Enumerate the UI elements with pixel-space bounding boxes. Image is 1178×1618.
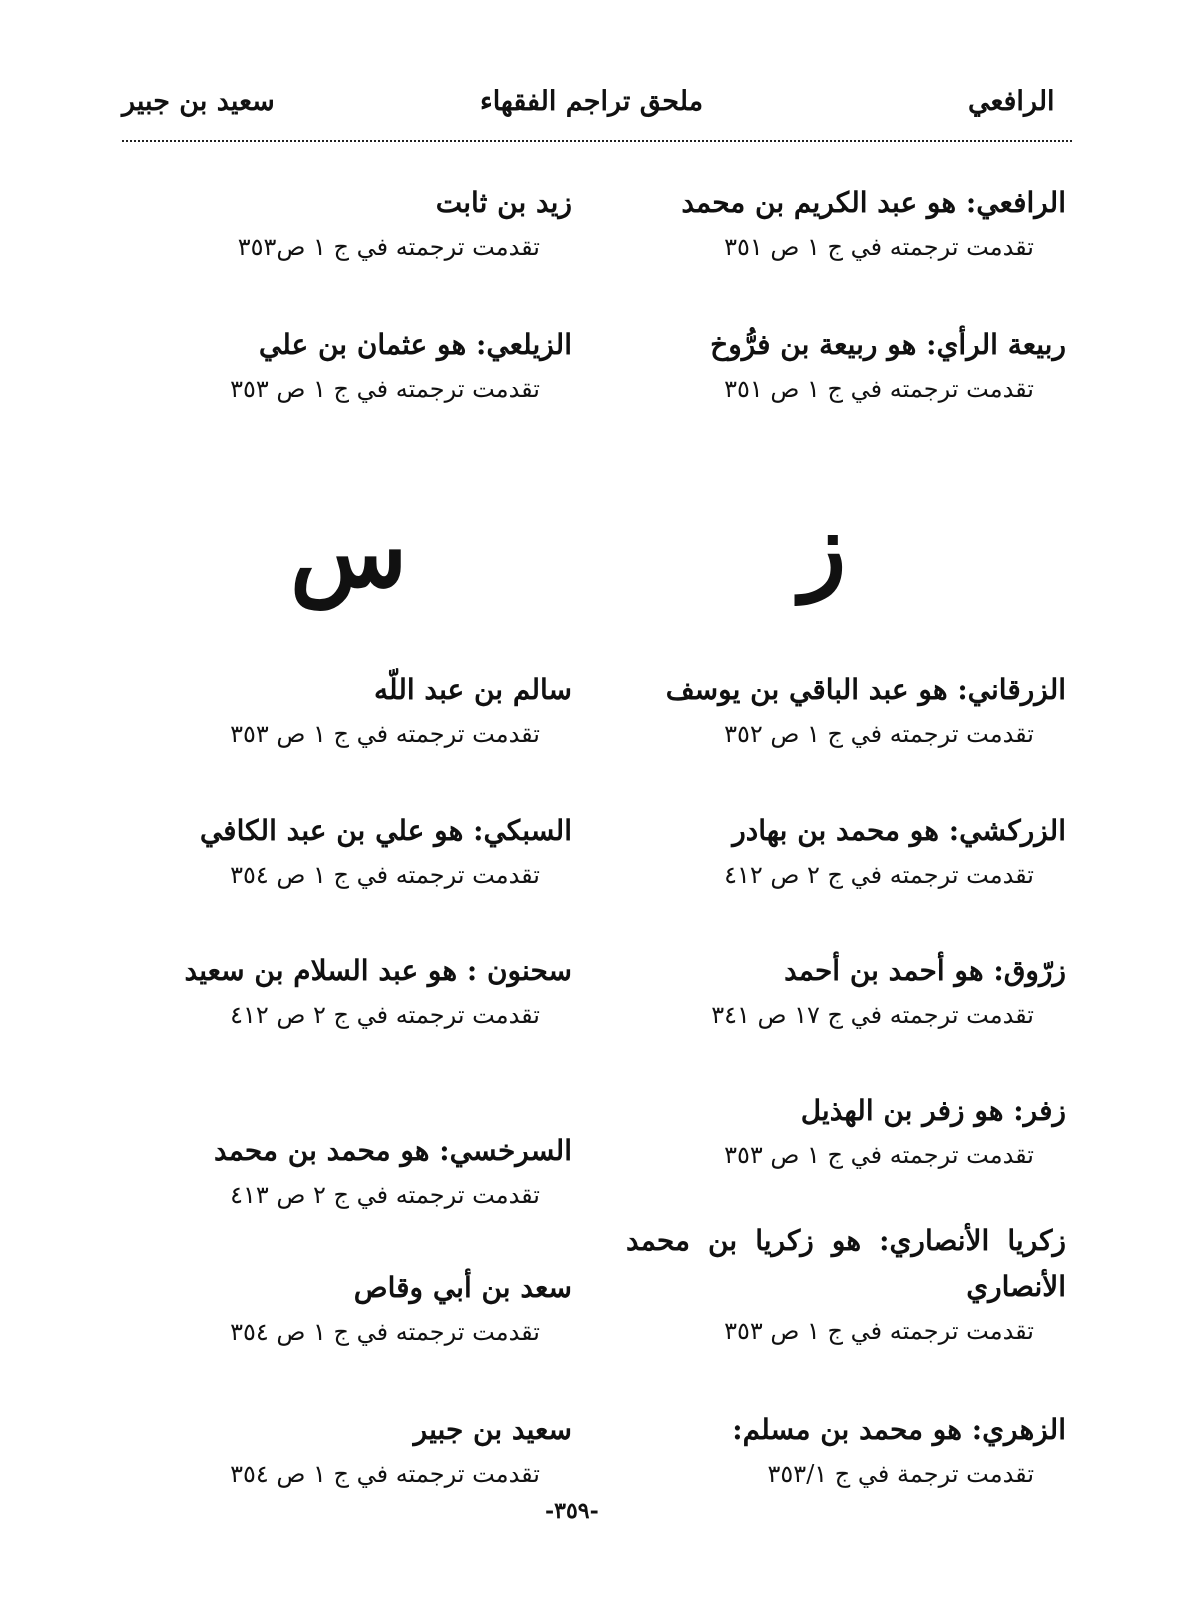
entry-name: السرخسي: هو محمد بن محمد [214,1134,572,1167]
entry-right-4 [596,808,1066,896]
entry-reference: تقدمت ترجمته في ج ١ ص ٣٥٤ [230,861,540,889]
entry-right-2 [596,322,1066,410]
entry-left-1 [122,180,572,268]
entry-reference: تقدمت ترجمته في ج ١ ص ٣٥٢ [724,720,1034,748]
running-head-center: ملحق تراجم الفقهاء [480,86,704,117]
entry-name: الزركشي: هو محمد بن بهادر [732,814,1066,847]
entry-name: سحنون : هو عبد السلام بن سعيد [184,954,572,987]
entry-left-7 [122,1265,572,1353]
header-divider [122,140,1072,142]
entry-name: سعيد بن جبير [413,1413,572,1446]
entry-reference: تقدمت ترجمته في ج ١ ص ٣٥٤ [230,1460,540,1488]
entry-name: ربيعة الرأي: هو ربيعة بن فرُّوخ [710,328,1066,361]
entry-reference: تقدمت ترجمته في ج ١ ص ٣٥٣ [724,1141,1034,1169]
entry-reference: تقدمت ترجمته في ج ١ ص ٣٥٣ [724,1317,1034,1345]
entry-reference: تقدمت ترجمته في ج ١ ص ٣٥١ [724,233,1034,261]
entry-right-1 [596,180,1066,268]
section-letter-sin: س [290,496,408,609]
entry-left-3 [122,667,572,755]
entry-name: الرافعي: هو عبد الكريم بن محمد [681,186,1066,219]
entry-name: سعد بن أبي وقاص [353,1271,572,1304]
entry-reference: تقدمت ترجمة في ج ٣٥٣/١ [767,1460,1034,1488]
entry-reference: تقدمت ترجمته في ج ١ ص ٣٥٤ [230,1318,540,1346]
entry-left-5 [122,948,572,1036]
entry-right-8 [596,1407,1066,1495]
entry-reference: تقدمت ترجمته في ج ١ ص ٣٥١ [724,375,1034,403]
entry-right-5 [596,948,1066,1036]
entry-right-7 [626,1218,1066,1352]
entry-reference: تقدمت ترجمته في ج ٢ ص ٤١٢ [724,861,1034,889]
running-head-right: الرافعي [968,86,1055,117]
entry-reference: تقدمت ترجمته في ج ١ ص ٣٥٣ [230,720,540,748]
page-number: -٣٥٩- [545,1498,599,1524]
entry-reference: تقدمت ترجمته في ج ٢ ص ٤١٣ [230,1181,540,1209]
entry-name: زفر: هو زفر بن الهذيل [800,1094,1066,1127]
entry-name: الزهري: هو محمد بن مسلم: [732,1413,1066,1446]
entry-left-2 [122,322,572,410]
section-letter-zay: ز [800,491,847,604]
entry-left-6 [122,1128,572,1216]
entry-reference: تقدمت ترجمته في ج ١ ص٣٥٣ [237,233,540,261]
entry-name: سالم بن عبد اللّه [374,673,572,706]
entry-right-3 [596,667,1066,755]
entry-right-6 [596,1088,1066,1176]
entry-name: زكريا الأنصاري: هو زكريا بن محمد الأنصاري [626,1224,1066,1303]
entry-left-8 [122,1407,572,1495]
entry-name: الزيلعي: هو عثمان بن علي [258,328,572,361]
entry-name: الزرقاني: هو عبد الباقي بن يوسف [665,673,1066,706]
entry-left-4 [122,808,572,896]
entry-reference: تقدمت ترجمته في ج ١٧ ص ٣٤١ [711,1001,1034,1029]
running-head-left: سعيد بن جبير [122,86,275,117]
entry-reference: تقدمت ترجمته في ج ٢ ص ٤١٢ [230,1001,540,1029]
entry-name: زيد بن ثابت [435,186,572,219]
entry-name: السبكي: هو علي بن عبد الكافي [199,814,572,847]
entry-name: زرّوق: هو أحمد بن أحمد [784,954,1066,987]
entry-reference: تقدمت ترجمته في ج ١ ص ٣٥٣ [230,375,540,403]
